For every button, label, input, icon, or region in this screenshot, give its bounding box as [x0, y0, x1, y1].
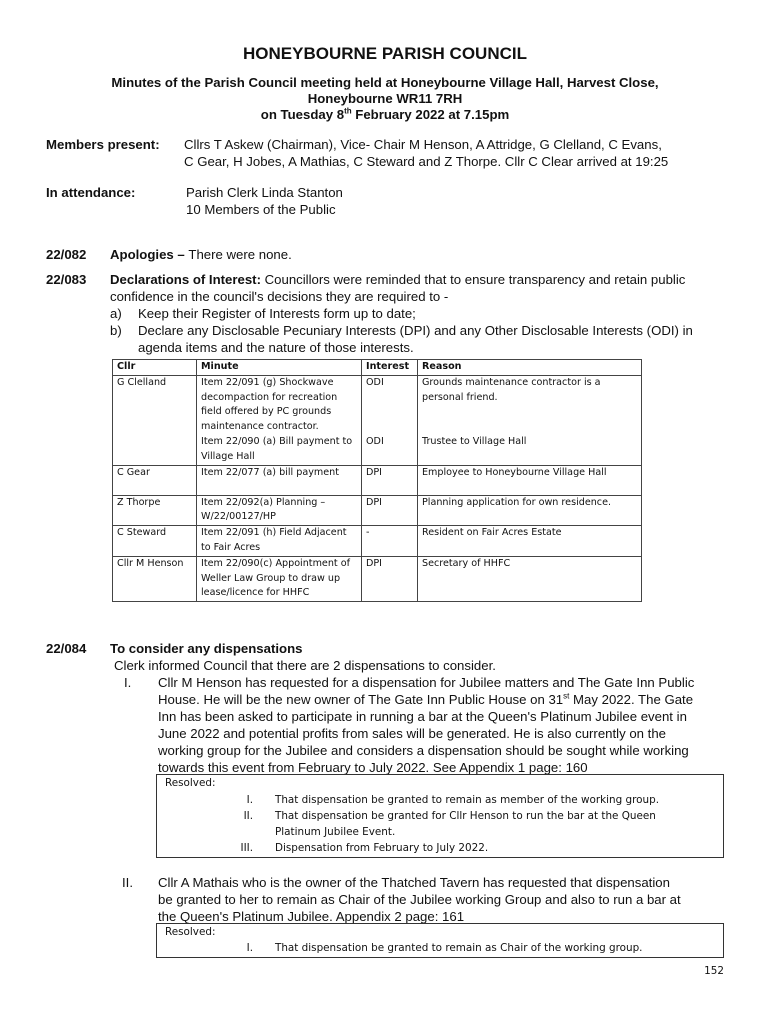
- sub1-line-2-post: May 2022. The Gate: [569, 692, 694, 707]
- subtitle-line-1: Minutes of the Parish Council meeting held at Honeybourne Village Hall, Harvest Close,: [111, 75, 659, 90]
- item-084-heading: To consider any dispensations: [110, 641, 303, 656]
- cell-minute: Item 22/090 (a) Bill payment to Village Hall: [197, 435, 362, 465]
- list-text: Declare any Disclosable Pecuniary Interests (DPI) and any Other Disclosable Interests (ODI) in agenda items and the nature of those interests.: [138, 323, 693, 355]
- table-row: [113, 495, 642, 526]
- interests-table: [112, 359, 642, 602]
- item-082-text: [110, 246, 730, 263]
- sub1-line-4: June 2022 and potential profits from sales will be generated. He is also currently on the: [158, 726, 667, 741]
- resolution-text: That dispensation be granted to remain as Chair of the working group.: [275, 942, 643, 954]
- sub1-line-6: towards this event from February to July 2022. See Appendix 1 page: 160: [158, 760, 588, 775]
- resolution-text: Dispensation from February to July 2022.: [275, 842, 489, 854]
- sub2-line-3: the Queen's Platinum Jubilee. Appendix 2 page: 161: [158, 909, 465, 924]
- item-083-line-1: [110, 271, 730, 288]
- cell-cllr: Cllr M Henson: [113, 556, 197, 601]
- cell-cllr: Z Thorpe: [113, 495, 197, 526]
- cell-interest: -: [362, 526, 418, 557]
- sub2-resolved-box: [156, 923, 724, 958]
- sub1-resolved-box: [156, 774, 724, 858]
- table-row: [113, 556, 642, 601]
- subtitle-date-post: February 2022 at 7.15pm: [351, 107, 510, 122]
- item-083-heading: Declarations of Interest:: [110, 272, 265, 287]
- subtitle-date-pre: on Tuesday 8: [260, 107, 345, 122]
- cell-reason: Secretary of HHFC: [418, 556, 642, 601]
- members-line-1: Cllrs T Askew (Chairman), Vice- Chair M Henson, A Attridge, G Clelland, C Evans,: [184, 137, 662, 152]
- sub1-line-1: Cllr M Henson has requested for a dispensation for Jubilee matters and The Gate Inn Public: [158, 675, 695, 690]
- col-header-minute: Minute: [197, 360, 362, 376]
- subtitle-date-sup: th: [344, 106, 352, 116]
- item-083-list-item-b: [110, 322, 730, 356]
- cell-interest: DPI: [362, 465, 418, 495]
- cell-interest: ODI: [362, 375, 418, 435]
- cell-reason: Trustee to Village Hall: [418, 435, 642, 465]
- col-header-cllr: Cllr: [113, 360, 197, 376]
- cell-reason: Grounds maintenance contractor is a personal friend.: [418, 375, 642, 435]
- item-082-number: 22/082: [46, 247, 87, 262]
- table-row: [113, 465, 642, 495]
- resolution-text: That dispensation be granted to remain as member of the working group.: [275, 794, 659, 806]
- sub1-line-2: [158, 691, 728, 708]
- cell-minute: Item 22/090(c) Appointment of Weller Law Group to draw up lease/licence for HHFC: [197, 556, 362, 601]
- col-header-interest: Interest: [362, 360, 418, 376]
- sub1-text: [158, 674, 728, 776]
- resolution-marker: I.: [246, 794, 253, 806]
- list-text: Keep their Register of Interests form up to date;: [138, 306, 416, 321]
- table-row: [113, 526, 642, 557]
- item-083-text: [110, 271, 730, 356]
- cell-minute: Item 22/077 (a) bill payment: [197, 465, 362, 495]
- sub1-line-3: Inn has been asked to participate in running a bar at the Queen's Platinum Jubilee event in: [158, 709, 687, 724]
- cell-reason: Planning application for own residence.: [418, 495, 642, 526]
- resolution-text: Platinum Jubilee Event.: [275, 826, 396, 838]
- cell-cllr: C Gear: [113, 465, 197, 495]
- resolved-label: Resolved:: [165, 777, 216, 789]
- list-marker: b): [110, 323, 122, 338]
- page-number: 152: [704, 965, 724, 977]
- meeting-subtitle: [0, 75, 770, 123]
- sub1-marker: I.: [124, 675, 132, 690]
- item-083-body-1: Councillors were reminded that to ensure transparency and retain public: [264, 272, 686, 287]
- cell-minute: Item 22/091 (h) Field Adjacent to Fair Acres: [197, 526, 362, 557]
- item-082-heading: Apologies –: [110, 247, 189, 262]
- subtitle-line-3: [0, 107, 770, 123]
- item-084-number: 22/084: [46, 641, 87, 656]
- sub2-line-1: Cllr A Mathais who is the owner of the Thatched Tavern has requested that dispensation: [158, 875, 670, 890]
- item-084-intro: Clerk informed Council that there are 2 dispensations to consider.: [114, 658, 496, 673]
- item-083-number: 22/083: [46, 272, 87, 287]
- col-header-reason: Reason: [418, 360, 642, 376]
- cell-cllr: C Steward: [113, 526, 197, 557]
- cell-minute: Item 22/091 (g) Shockwave decompaction for recreation field offered by PC grounds maintenance contractor.: [197, 375, 362, 435]
- cell-cllr: G Clelland: [113, 375, 197, 465]
- sub1-line-5: working group for the Jubilee and considers a dispensation should be sought while working: [158, 743, 689, 758]
- cell-minute: Item 22/092(a) Planning – W/22/00127/HP: [197, 495, 362, 526]
- sub1-line-2-sup: st: [563, 691, 570, 701]
- members-line-2: C Gear, H Jobes, A Mathias, C Steward and Z Thorpe. Cllr C Clear arrived at 19:25: [184, 154, 669, 169]
- cell-reason: Resident on Fair Acres Estate: [418, 526, 642, 557]
- sub1-line-2-pre: House. He will be the new owner of The Gate Inn Public House on 31: [158, 692, 564, 707]
- attendance-line-2: 10 Members of the Public: [186, 202, 336, 217]
- table-row: [113, 375, 642, 435]
- cell-reason: Employee to Honeybourne Village Hall: [418, 465, 642, 495]
- table-header-row: [113, 360, 642, 376]
- council-title: HONEYBOURNE PARISH COUNCIL: [243, 44, 527, 63]
- resolution-text: That dispensation be granted for Cllr Henson to run the bar at the Queen: [275, 810, 656, 822]
- sub2-text: [158, 874, 728, 925]
- cell-interest: DPI: [362, 556, 418, 601]
- attendance-line-1: Parish Clerk Linda Stanton: [186, 185, 343, 200]
- resolution-marker: III.: [240, 842, 253, 854]
- cell-interest: DPI: [362, 495, 418, 526]
- list-marker: a): [110, 306, 122, 321]
- resolved-label: Resolved:: [165, 926, 216, 938]
- item-082-body: There were none.: [188, 247, 292, 262]
- subtitle-line-2: Honeybourne WR11 7RH: [307, 91, 463, 106]
- sub2-line-2: be granted to her to remain as Chair of the Jubilee working Group and also to run a bar at: [158, 892, 681, 907]
- sub2-marker: II.: [122, 875, 133, 890]
- item-083-list-item-a: [110, 305, 730, 322]
- cell-interest: ODI: [362, 435, 418, 465]
- resolution-marker: I.: [246, 942, 253, 954]
- members-label: Members present:: [46, 137, 160, 152]
- attendance-label: In attendance:: [46, 185, 136, 200]
- item-083-line-2: confidence in the council's decisions they are required to -: [110, 289, 449, 304]
- resolution-marker: II.: [243, 810, 253, 822]
